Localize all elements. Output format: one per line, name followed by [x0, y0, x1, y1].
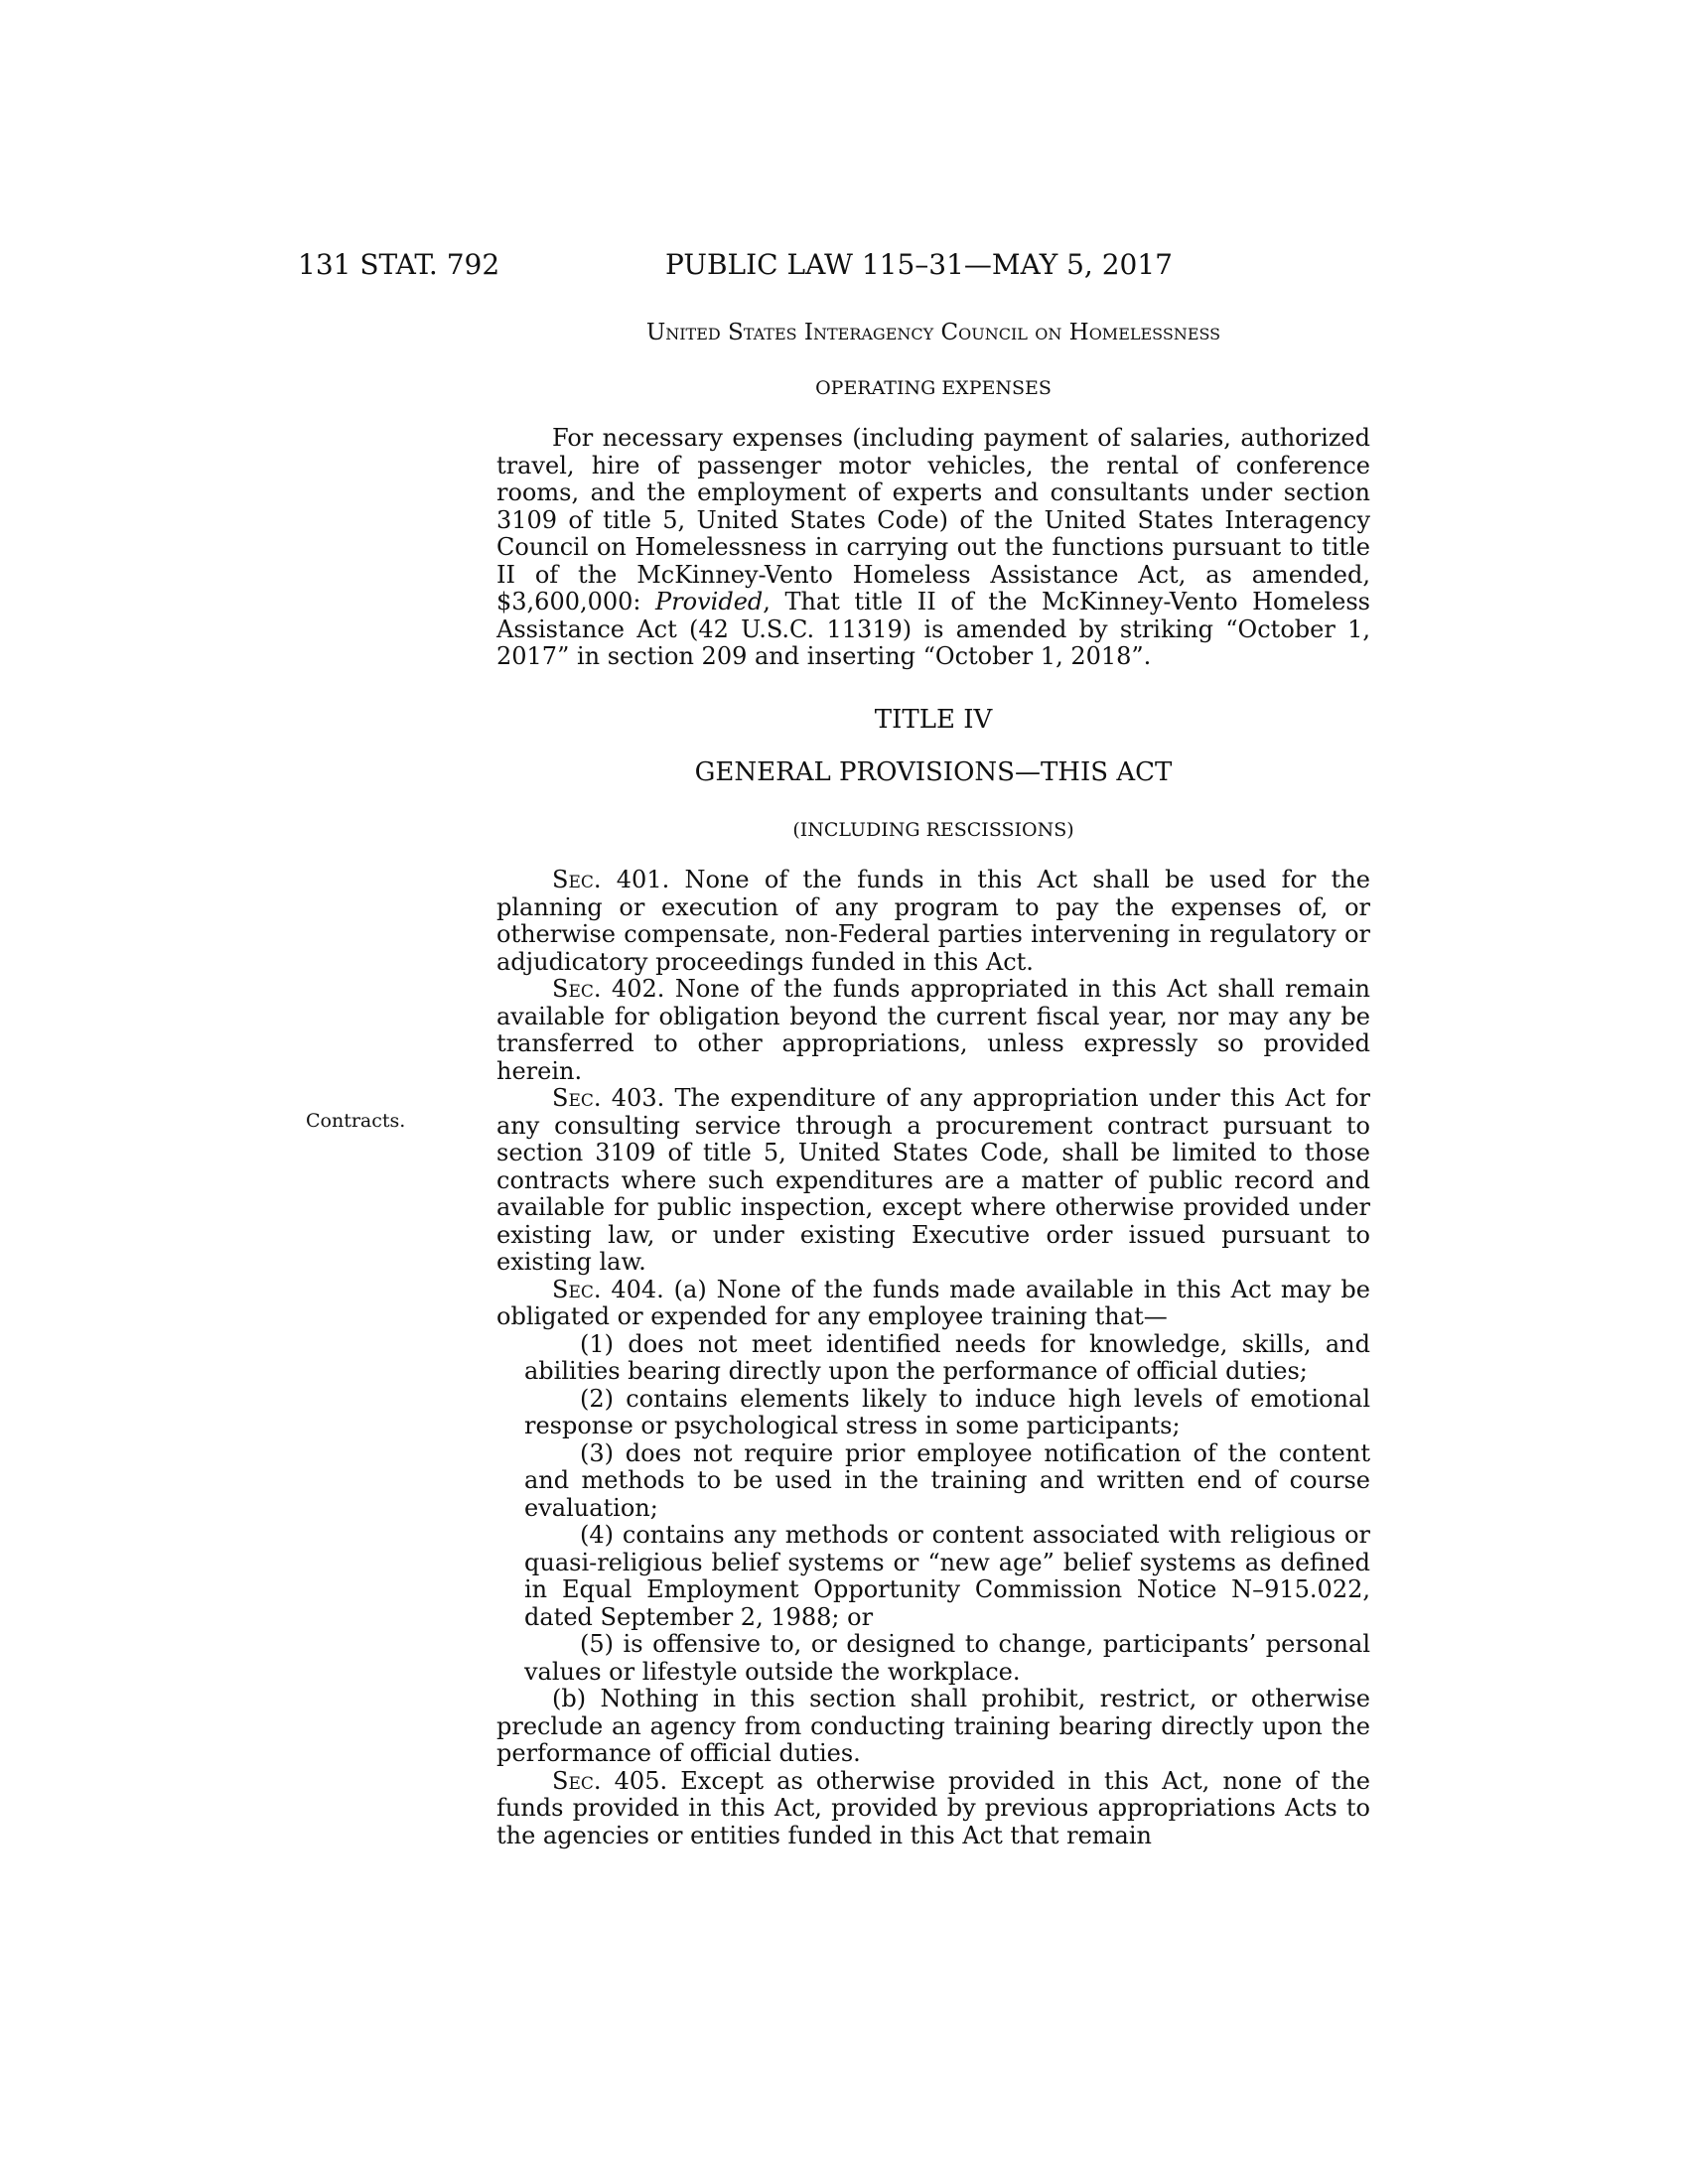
- general-provisions-heading: GENERAL PROVISIONS—THIS ACT: [694, 757, 1173, 787]
- section-label: Sec. 401.: [552, 866, 670, 893]
- section-401: [496, 867, 1370, 976]
- section-label: Sec. 402.: [552, 975, 665, 1003]
- section-text: None of the funds appropriated in this Act shall remain available for obligation beyond the current fiscal year, nor may any be transferred to other appropriations, unless expressly so provided herein.: [496, 975, 1370, 1085]
- section-text: (a) None of the funds made available in this Act may be obligated or expended for any employee training that—: [496, 1275, 1370, 1330]
- margin-note-contracts: Contracts.: [306, 1110, 406, 1132]
- title-heading: TITLE IV: [874, 705, 993, 735]
- operating-text-part1: For necessary expenses (including payment of salaries, authorized travel, hire of passenger motor vehicles, the rental of conference rooms, and the employment of experts and consultants under section 3109 of title 5, United States Code) of the United States Interagency Council on Homelessness in carrying out the functions pursuant to title II of the McKinney-Vento Homeless Assistance Act, as amended, $3,600,000:: [496, 424, 1370, 615]
- section-404-item-3: (3) does not require prior employee notification of the content and methods to be used in the training and written end of course evaluation;: [524, 1438, 1370, 1522]
- section-text: None of the funds in this Act shall be used for the planning or execution of any program to pay the expenses of, or otherwise compensate, non-Federal parties intervening in regulatory or adjudicatory proceedings funded in this Act.: [496, 866, 1370, 976]
- agency-heading: United States Interagency Council on Homelessness: [645, 320, 1221, 345]
- section-text: The expenditure of any appropriation under this Act for any consulting service through a procurement contract pursuant to section 3109 of title 5, United States Code, shall be limited to those contracts where such expenditures are a matter of public record and available for public inspection, except where otherwise provided under existing law, or under existing Executive order issued pursuant to existing law.: [496, 1084, 1370, 1276]
- section-label: Sec. 405.: [552, 1766, 668, 1795]
- section-404-item-1: (1) does not meet identified needs for knowledge, skills, and abilities bearing directly upon the performance of official duties;: [524, 1329, 1370, 1385]
- provided-italic: Provided: [655, 588, 764, 615]
- section-402: [496, 976, 1370, 1085]
- section-label: Sec. 404.: [552, 1275, 664, 1303]
- section-405: [496, 1768, 1370, 1850]
- rescissions-heading: (INCLUDING RESCISSIONS): [792, 819, 1074, 841]
- section-text: Except as otherwise provided in this Act, none of the funds provided in this Act, provided by previous appropriations Acts to the agencies or entities funded in this Act that remain: [496, 1766, 1370, 1849]
- stat-reference: 131 STAT. 792: [298, 248, 500, 281]
- operating-expenses-heading: OPERATING EXPENSES: [815, 377, 1052, 399]
- section-403: [496, 1085, 1370, 1277]
- section-404-b: (b) Nothing in this section shall prohibit, restrict, or otherwise preclude an agency from conducting training bearing directly upon the performance of official duties.: [496, 1685, 1370, 1767]
- section-404-item-2: (2) contains elements likely to induce high levels of emotional response or psychological stress in some participants;: [524, 1384, 1370, 1439]
- section-404-item-5: (5) is offensive to, or designed to change, participants’ personal values or lifestyle outside the workplace.: [524, 1630, 1370, 1686]
- operating-expenses-paragraph: [496, 425, 1370, 671]
- sections-block: [496, 867, 1370, 1849]
- section-label: Sec. 403.: [552, 1084, 665, 1112]
- law-title: PUBLIC LAW 115–31—MAY 5, 2017: [665, 248, 1173, 281]
- section-404: [496, 1277, 1370, 1331]
- section-404-item-4: (4) contains any methods or content associated with religious or quasi-religious belief systems or “new age” belief systems as defined in Equal Employment Opportunity Commission Notice N–915.022, dated September 2, 1988; or: [524, 1521, 1370, 1631]
- operating-text-part2: , That title II of the McKinney-Vento Homeless Assistance Act (42 U.S.C. 11319) is amended by striking “October 1, 2017” in section 209 and inserting “October 1, 2018”.: [496, 588, 1370, 670]
